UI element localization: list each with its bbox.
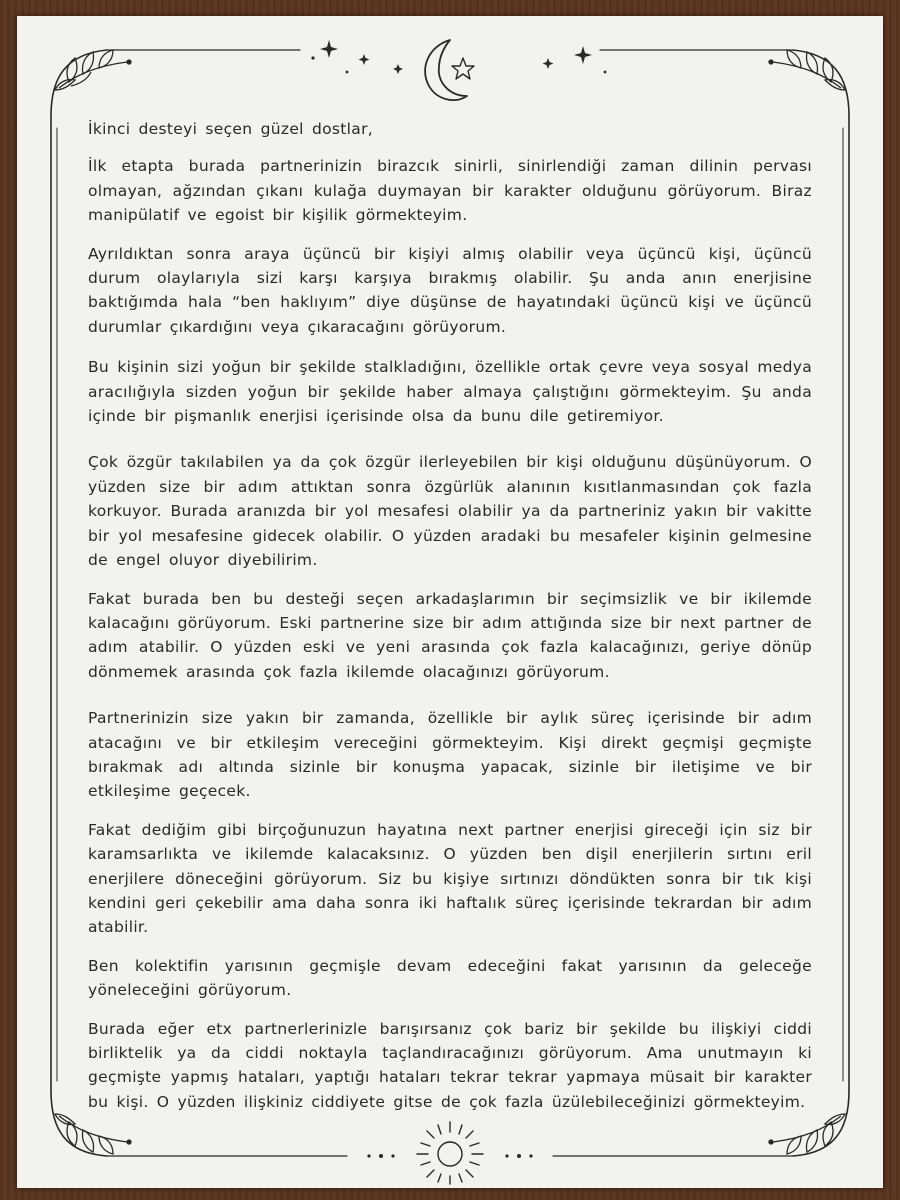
sparkle-icon xyxy=(311,40,606,74)
letter-paragraph: İlk etapta burada partnerinizin birazcık sinirli, sinirlendiği zaman dilinin pervası olmayan, ağzından çıkanı kulağa duymayan bir karakter olduğunu görüyorum. Biraz manipülatif ve egoist bir kişilik görmekteyim. xyxy=(88,157,812,225)
letter-paragraph: Bu kişinin sizi yoğun bir şekilde stalkladığını, özellikle ortak çevre veya sosyal medya aracılığıyla sizden yoğun bir şekilde haber almaya çalıştığını görmekteyim. Şu anda içinde bir pişmanlık enerjisi içerisinde olsa da bunu dile getiremiyor. xyxy=(88,358,812,426)
letter-paper xyxy=(17,16,883,1188)
crescent-moon-icon xyxy=(425,40,467,100)
sun-icon xyxy=(417,1122,483,1184)
letter-paragraph: Partnerinizin size yakın bir zamanda, özellikle bir aylık süreç içerisinde bir adım atacağını ve bir etkileşim vereceğini görmekteyim. Kişi direkt geçmişi geçmişte bırakmak adı altında sizinle bir konuşma yapacak, sizinle bir iletişime ve bir etkileşime geçecek. xyxy=(88,709,812,801)
letter-paragraph: Fakat burada ben bu desteği seçen arkadaşlarımın bir seçimsizlik ve bir ikilemde kalacağını görüyorum. Eski partnerine size bir adım attığında size bir next partner de adım atabilir. O yüzden eski ve yeni arasında çok fazla kalacağınızı, geriye dönüp dönmemek arasında çok fazla ikilemde olacağınızı görüyorum. xyxy=(88,589,812,681)
leaf-branch-icon xyxy=(769,50,845,90)
letter-paragraph: Burada eğer etx partnerlerinizle barışırsanız çok bariz bir şekilde bu ilişkiyi ciddi birliktelik ya da ciddi noktayla taçlandıracağınızı görüyorum. Ama unutmayın ki geçmişte yapmış hataları, yaptığı hataları tekrar tekrar yapmaya müsait bir karakter bu kişi. O yüzden ilişkiniz ciddiyete gitse de çok fazla üzülebileceğinizi görmekteyim. xyxy=(88,1019,812,1111)
star-icon xyxy=(452,58,474,79)
letter-paragraph: Çok özgür takılabilen ya da çok özgür ilerleyebilen bir kişi olduğunu düşünüyorum. O yüzden size bir adım attıktan sonra özgürlük alanının kısıtlanmasından çok fazla korkuyor. Burada aranızda bir yol mesafesi olabilir ya da partneriniz yakın bir vakitte bir yol mesafesine gidecek olabilir. O yüzden aradaki bu mesafeler kişinin gelmesine de engel oluyor diyebilirim. xyxy=(88,453,812,570)
letter-paragraph: Fakat dediğim gibi birçoğunuzun hayatına next partner enerjisi gireceği için siz bir karamsarlıkta ve ikilemde kalacaksınız. O yüzden ben dişil enerjilerin sırtını eril enerjilere döneceğini görüyorum. Siz bu kişiye sırtınızı döndükten sonra bir tık kişi kendini geri çekebilir ama daha sonra iki haftalık süreç içerisinde tekrardan bir adım atabilir. xyxy=(88,820,812,937)
leaf-branch-icon xyxy=(55,1114,131,1154)
letter-paragraph: Ben kolektifin yarısının geçmişle devam edeceğini fakat yarısının da geleceğe yöneleceğini görüyorum. xyxy=(88,956,812,1000)
letter-greeting: İkinci desteyi seçen güzel dostlar, xyxy=(88,120,373,138)
letter-body xyxy=(88,117,812,1114)
letter-paragraph: Ayrıldıktan sonra araya üçüncü bir kişiyi almış olabilir veya üçüncü kişi, üçüncü durum olaylarıyla sizi karşı karşıya bırakmış olabilir. Şu anda anın enerjisine baktığımda hala “ben haklıyım” diye düşünse de hayatındaki üçüncü kişi ve üçüncü durumlar çıkardığını veya çıkaracağını görüyorum. xyxy=(88,244,812,336)
leaf-branch-icon xyxy=(769,1114,845,1154)
leaf-branch-icon xyxy=(55,50,131,90)
